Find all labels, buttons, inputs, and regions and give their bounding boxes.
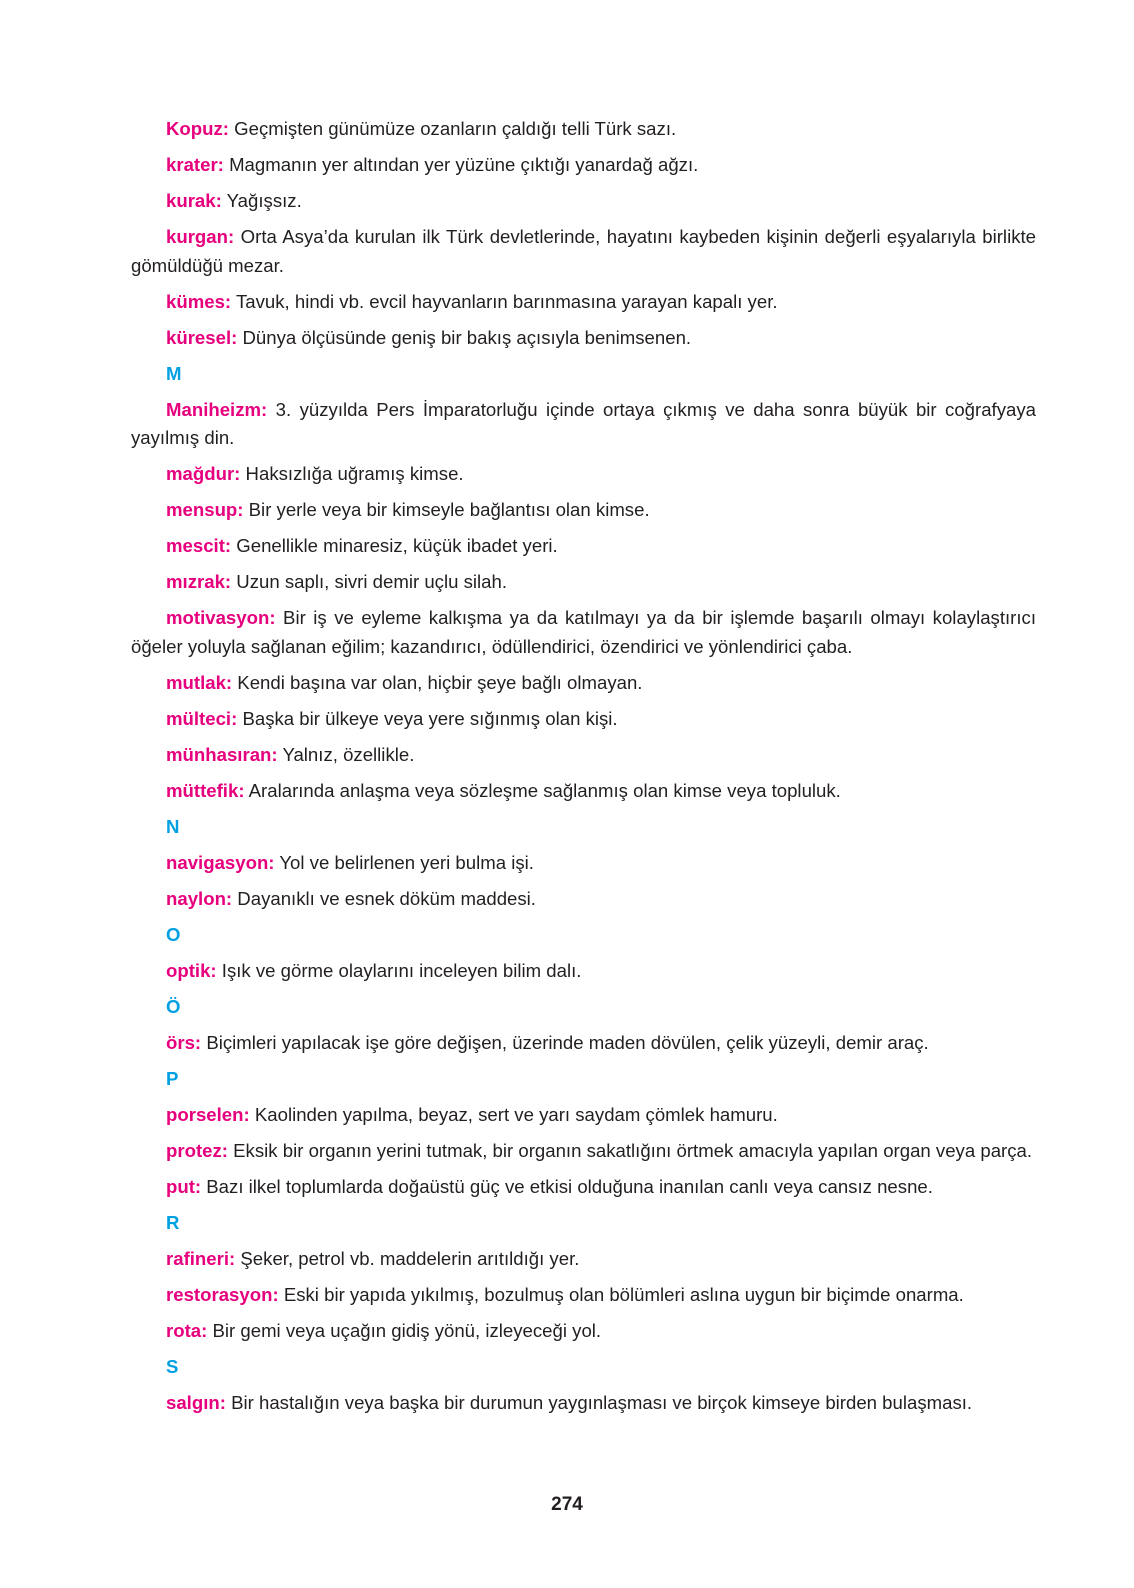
section-letter: S (166, 1355, 179, 1377)
glossary-entry (131, 957, 1036, 986)
entry-term: rafineri: (166, 1247, 236, 1269)
entry-definition: Dünya ölçüsünde geniş bir bakış açısıyla benimsenen. (242, 326, 692, 348)
glossary-entry (131, 741, 1036, 770)
glossary-entry (131, 288, 1036, 317)
entry-definition: Bir hastalığın veya başka bir durumun yaygınlaşması ve birçok kimseye birden bulaşması. (231, 1391, 973, 1413)
section-letter: P (166, 1067, 179, 1089)
glossary-entry (131, 460, 1036, 489)
section-letter: N (166, 815, 180, 837)
entry-term: mülteci: (166, 707, 238, 729)
entry-term: put: (166, 1175, 202, 1197)
glossary-entry (131, 532, 1036, 561)
glossary-entry (131, 496, 1036, 525)
entry-definition: Kendi başına var olan, hiçbir şeye bağlı olmayan. (237, 671, 643, 693)
entry-term: mutlak: (166, 671, 233, 693)
entry-term: kurak: (166, 190, 222, 211)
entry-definition: Aralarında anlaşma veya sözleşme sağlanmış olan kimse veya topluluk. (248, 779, 841, 801)
entry-term: restorasyon: (166, 1283, 279, 1305)
entry-definition: Biçimleri yapılacak işe göre değişen, üzerinde maden dövülen, çelik yüzeyli, demir araç. (206, 1031, 929, 1053)
entry-term: naylon: (166, 887, 233, 909)
entry-term: salgın: (166, 1391, 226, 1413)
glossary-entry (131, 849, 1036, 878)
entry-definition: Eksik bir organın yerini tutmak, bir organın sakatlığını örtmek amacıyla yapılan organ veya parça. (233, 1139, 1033, 1161)
glossary-entry (131, 777, 1036, 806)
entry-term: kümes: (166, 290, 232, 312)
entry-definition: Bir iş ve eyleme kalkışma ya da katılmayı ya da bir işlemde başarılı olmayı kolaylaştırıcı öğeler yoluyla sağlanan eğilim; kazandırıcı, ödüllendirici, özendirici ve yönlendirici çaba. (131, 607, 1037, 657)
entry-term: motivasyon: (166, 607, 276, 628)
glossary-entry (131, 1029, 1036, 1058)
entry-term: mızrak: (166, 571, 232, 592)
section-letter: M (166, 362, 182, 384)
entry-term: optik: (166, 959, 217, 981)
glossary-entry (131, 705, 1036, 734)
section-letter: R (166, 1211, 180, 1233)
entry-definition: Yağışsız. (226, 190, 302, 211)
entry-term: Kopuz: (166, 118, 229, 139)
glossary-entry (131, 151, 1036, 180)
entry-definition: Geçmişten günümüze ozanların çaldığı telli Türk sazı. (234, 118, 677, 139)
entry-term: mensup: (166, 499, 244, 520)
entry-term: mescit: (166, 535, 232, 556)
glossary-entry (131, 604, 1036, 661)
glossary-entry (131, 1137, 1036, 1166)
entry-definition: Dayanıklı ve esnek döküm maddesi. (237, 887, 536, 909)
glossary-entry (131, 1101, 1036, 1130)
entry-definition: 3. yüzyılda Pers İmparatorluğu içinde ortaya çıkmış ve daha sonra büyük bir coğrafyaya yayılmış din. (131, 398, 1036, 448)
glossary-entry (131, 885, 1036, 914)
entry-term: kurgan: (166, 226, 235, 247)
glossary-entry (131, 187, 1036, 216)
section-letter: O (166, 923, 181, 945)
glossary-entry (131, 1173, 1036, 1202)
page-number: 274 (551, 1494, 583, 1515)
entry-definition: Genellikle minaresiz, küçük ibadet yeri. (236, 535, 558, 556)
glossary-entry (131, 115, 1036, 144)
entry-definition: Bir gemi veya uçağın gidiş yönü, izleyeceği yol. (212, 1319, 602, 1341)
entry-definition: Bazı ilkel toplumlarda doğaüstü güç ve etkisi olduğuna inanılan canlı veya cansız nesne. (206, 1175, 933, 1197)
glossary-entry (131, 324, 1036, 353)
glossary-entry (131, 1245, 1036, 1274)
glossary-entry (131, 1389, 1036, 1418)
entry-definition: Bir yerle veya bir kimseyle bağlantısı olan kimse. (248, 499, 650, 520)
entry-definition: Magmanın yer altından yer yüzüne çıktığı yanardağ ağzı. (229, 154, 699, 175)
entry-term: örs: (166, 1031, 202, 1053)
glossary-entry (131, 669, 1036, 698)
glossary-entry (131, 1317, 1036, 1346)
glossary-entry (131, 396, 1036, 453)
glossary-entry (131, 568, 1036, 597)
entry-term: küresel: (166, 326, 238, 348)
entry-term: müttefik: (166, 779, 245, 801)
entry-term: krater: (166, 154, 224, 175)
glossary-entry (131, 223, 1036, 280)
entry-definition: Haksızlığa uğramış kimse. (245, 463, 464, 484)
entry-definition: Tavuk, hindi vb. evcil hayvanların barınmasına yarayan kapalı yer. (235, 290, 778, 312)
entry-definition: Başka bir ülkeye veya yere sığınmış olan kişi. (242, 707, 618, 729)
glossary-content (131, 115, 1036, 1425)
entry-definition: Şeker, petrol vb. maddelerin arıtıldığı yer. (240, 1247, 580, 1269)
section-letter: Ö (166, 995, 181, 1017)
entry-term: mağdur: (166, 463, 241, 484)
entry-term: rota: (166, 1319, 208, 1341)
entry-definition: Kaolinden yapılma, beyaz, sert ve yarı saydam çömlek hamuru. (254, 1103, 778, 1125)
entry-definition: Eski bir yapıda yıkılmış, bozulmuş olan bölümleri aslına uygun bir biçimde onarma. (283, 1283, 964, 1305)
entry-term: porselen: (166, 1103, 250, 1125)
entry-definition: Yalnız, özellikle. (282, 743, 415, 765)
entry-term: münhasıran: (166, 743, 278, 765)
entry-definition: Uzun saplı, sivri demir uçlu silah. (236, 571, 508, 592)
entry-definition: Işık ve görme olaylarını inceleyen bilim dalı. (221, 959, 582, 981)
entry-term: protez: (166, 1139, 228, 1161)
entry-definition: Yol ve belirlenen yeri bulma işi. (279, 851, 534, 873)
entry-term: Maniheizm: (166, 398, 268, 420)
entry-definition: Orta Asya’da kurulan ilk Türk devletlerinde, hayatını kaybeden kişinin değerli eşyalarıyla birlikte gömüldüğü mezar. (131, 226, 1037, 276)
glossary-entry (131, 1281, 1036, 1310)
entry-term: navigasyon: (166, 851, 275, 873)
